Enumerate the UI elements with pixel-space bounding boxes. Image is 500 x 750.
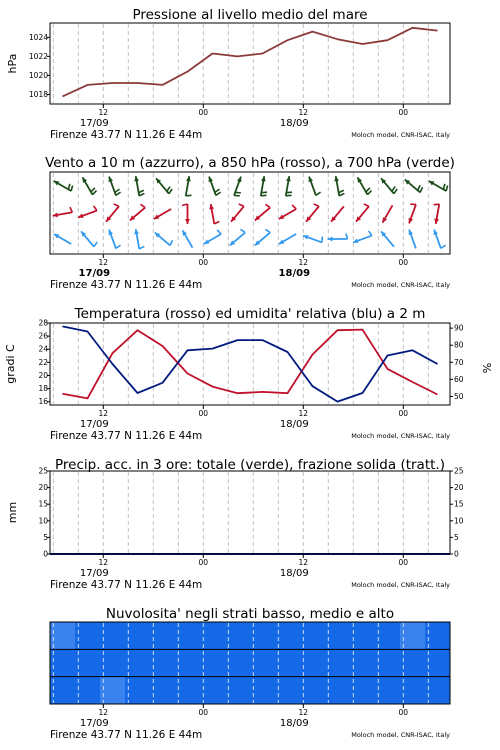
x-tick-label: 12	[298, 409, 309, 418]
wind-barb-850	[154, 209, 171, 219]
x-tick-label: 00	[398, 409, 409, 418]
wind-barb-feather	[71, 185, 72, 191]
x-tick-label: 12	[98, 558, 109, 567]
y-tick-label: 16	[38, 397, 48, 407]
y-tick-label: 50	[454, 391, 464, 401]
wind-barb-700	[286, 176, 292, 196]
wind-barb-feather	[443, 184, 444, 190]
cloud-cell	[50, 649, 76, 677]
y-tick-label: 22	[38, 357, 48, 367]
wind-barb-head	[353, 238, 358, 242]
cloud-cell	[225, 622, 251, 650]
x-tick-label: 12	[298, 558, 309, 567]
cloud-cell	[375, 649, 401, 677]
wind-barb-feather	[368, 191, 372, 195]
wind-barb-feather	[392, 187, 395, 192]
wind-barb-feather	[339, 193, 344, 195]
y-tick-label: 18	[38, 384, 48, 394]
wind-barb-head	[209, 177, 213, 182]
x-tick-label: 12	[98, 108, 109, 117]
cloud-cell	[400, 649, 426, 677]
cloud-cell	[50, 677, 76, 705]
cloud-cell	[350, 622, 376, 650]
wind-barb-700	[109, 177, 121, 196]
wind-barb-feather	[94, 242, 97, 247]
wind-barb-700	[186, 176, 192, 196]
wind-barb-feather	[140, 204, 145, 207]
wind-barb-850	[255, 204, 270, 220]
y-tick-label: 20	[454, 483, 464, 493]
y-tick-label: 20	[38, 370, 48, 380]
wind-barb-850	[356, 204, 369, 222]
model-credit: Moloch model, CNR-ISAC, Italy	[351, 731, 450, 739]
wind-barb-10m	[409, 230, 416, 249]
cloud-cell	[200, 649, 226, 677]
wind-barb-700	[261, 176, 267, 196]
model-credit: Moloch model, CNR-ISAC, Italy	[351, 581, 450, 589]
y-tick-label: 15	[454, 499, 464, 509]
date-label: 18/09	[279, 118, 309, 129]
x-tick-label: 00	[398, 558, 409, 567]
cloud-cell	[350, 649, 376, 677]
wind-barb-850	[182, 204, 190, 224]
location-label: Firenze 43.77 N 11.26 E 44m	[50, 430, 203, 442]
plot-frame	[50, 23, 450, 104]
wind-barb-10m	[303, 235, 322, 242]
humidity-y-axis-label: %	[481, 362, 494, 374]
wind-barb-feather	[68, 184, 69, 190]
date-label: 17/09	[79, 718, 109, 729]
cloud-cell	[100, 649, 126, 677]
y-tick-label: 28	[38, 318, 48, 328]
y-tick-label: 15	[38, 499, 48, 509]
location-label: Firenze 43.77 N 11.26 E 44m	[50, 729, 203, 741]
wind-barb-feather	[94, 206, 97, 211]
wind-barb-10m	[434, 230, 446, 249]
wind-barb-10m	[328, 234, 348, 242]
date-label: 18/09	[279, 718, 309, 729]
x-tick-label: 12	[298, 108, 309, 117]
precipitation-chart-title: Precip. acc. in 3 ore: totale (verde), frazione solida (tratt.)	[55, 457, 445, 473]
wind-barb-head	[109, 177, 113, 182]
wind-barb-10m	[279, 234, 296, 244]
wind-barb-700	[54, 181, 73, 191]
wind-barb-feather	[139, 193, 144, 195]
y-tick-label: 10	[454, 516, 464, 526]
cloud-cell	[175, 677, 201, 705]
wind-barb-head	[303, 235, 308, 239]
wind-barb-700	[429, 181, 448, 191]
y-tick-label: 80	[454, 340, 464, 350]
y-tick-label: 5	[43, 532, 48, 542]
wind-barb-head	[109, 230, 113, 235]
x-tick-label: 12	[98, 409, 109, 418]
wind-barb-feather	[316, 192, 321, 195]
cloud-cell	[275, 677, 301, 705]
cloud-cell	[75, 677, 101, 705]
x-tick-label: 00	[198, 409, 209, 418]
wind-barb-850	[306, 204, 319, 222]
wind-barb-700	[83, 177, 97, 194]
pressure-series-line	[63, 28, 438, 97]
cloud-cell	[325, 677, 351, 705]
wind-barb-feather	[369, 231, 372, 236]
wind-barb-feather	[239, 204, 244, 206]
cloud-cell	[250, 622, 276, 650]
wind-barb-feather	[169, 189, 172, 194]
x-tick-label: 00	[398, 708, 409, 717]
wind-barb-feather	[366, 188, 370, 192]
temperature-chart-title: Temperatura (rosso) ed umidita' relativa (blu) a 2 m	[74, 306, 426, 322]
cloud-cell	[100, 622, 126, 650]
temperature-y-axis-label: gradi C	[4, 344, 17, 384]
model-credit: Moloch model, CNR-ISAC, Italy	[351, 131, 450, 139]
cloud-cell	[425, 677, 451, 705]
x-tick-label: 12	[98, 258, 109, 267]
cloud-cell	[200, 622, 226, 650]
wind-barb-feather	[314, 204, 319, 206]
wind-barb-10m	[54, 234, 71, 244]
wind-barb-head	[309, 177, 313, 182]
location-label: Firenze 43.77 N 11.26 E 44m	[50, 279, 203, 291]
cloud-cell	[125, 649, 151, 677]
wind-barb-feather	[286, 192, 292, 193]
wind-barb-850	[279, 205, 296, 219]
pressure-panel	[6, 7, 450, 141]
wind-barb-850	[231, 204, 244, 222]
wind-barb-feather	[441, 245, 446, 248]
wind-barb-10m	[109, 230, 121, 249]
x-tick-label: 00	[198, 708, 209, 717]
wind-barb-head	[237, 177, 241, 182]
cloud-cell	[150, 677, 176, 705]
wind-barb-feather	[217, 230, 221, 234]
wind-barb-feather	[418, 185, 420, 190]
location-label: Firenze 43.77 N 11.26 E 44m	[50, 579, 203, 591]
wind-barb-feather	[261, 195, 267, 196]
cloud-chart-title: Nuvolosita' negli strati basso, medio e alto	[105, 606, 395, 622]
wind-barb-10m	[183, 230, 193, 247]
wind-barb-700	[156, 178, 172, 193]
cloud-cell	[125, 677, 151, 705]
date-label: 18/09	[279, 568, 309, 579]
wind-barb-feather	[93, 191, 97, 195]
y-tick-label: 0	[454, 549, 459, 559]
wind-barb-head	[185, 219, 190, 224]
humidity-series-line	[63, 326, 438, 401]
wind-barb-feather	[139, 246, 144, 248]
cloud-cell	[325, 622, 351, 650]
wind-barb-head	[434, 230, 438, 235]
wind-barb-850	[78, 206, 97, 218]
wind-barb-feather	[216, 192, 221, 195]
wind-barb-700	[381, 178, 397, 193]
cloud-cell	[300, 622, 326, 650]
y-tick-label: 25	[38, 466, 48, 476]
wind-barb-850	[209, 204, 219, 224]
wind-barb-700	[309, 177, 321, 196]
wind-barb-feather	[240, 229, 245, 232]
wind-barb-feather	[186, 195, 192, 196]
x-tick-label: 00	[398, 108, 409, 117]
y-tick-label: 25	[454, 466, 464, 476]
wind-barb-850	[331, 206, 344, 221]
wind-barb-700	[234, 177, 241, 196]
wind-barb-feather	[215, 189, 220, 192]
wind-barb-feather	[420, 187, 422, 192]
date-label: 17/09	[79, 419, 109, 430]
precipitation-y-axis-label: mm	[6, 501, 19, 524]
y-tick-label: 10	[38, 516, 48, 526]
cloud-cell	[375, 622, 401, 650]
wind-barb-850	[434, 204, 440, 224]
model-credit: Moloch model, CNR-ISAC, Italy	[351, 281, 450, 289]
date-label: 18/09	[278, 268, 311, 279]
y-tick-label: 0	[43, 549, 48, 559]
cloud-cell	[175, 622, 201, 650]
cloud-cell	[425, 649, 451, 677]
wind-barb-feather	[114, 204, 119, 206]
wind-barb-feather	[170, 240, 172, 245]
cloud-cell	[200, 677, 226, 705]
y-tick-label: 26	[38, 331, 48, 341]
y-tick-label: 1018	[28, 89, 48, 99]
x-tick-label: 00	[398, 258, 409, 267]
wind-chart-title: Vento a 10 m (azzurro), a 850 hPa (rosso), a 700 hPa (verde)	[45, 155, 455, 171]
wind-barb-10m	[353, 231, 372, 243]
wind-barb-700	[209, 177, 221, 196]
date-label: 17/09	[78, 268, 111, 279]
y-tick-label: 90	[454, 323, 464, 333]
cloud-cell	[225, 649, 251, 677]
x-tick-label: 12	[298, 258, 309, 267]
wind-barb-feather	[115, 189, 120, 192]
y-tick-label: 70	[454, 357, 464, 367]
wind-barb-850	[106, 204, 119, 222]
y-tick-label: 20	[38, 483, 48, 493]
wind-barb-feather	[394, 189, 397, 194]
wind-barb-feather	[70, 207, 72, 212]
wind-barb-head	[409, 218, 413, 223]
wind-barb-10m	[81, 231, 97, 246]
wind-barb-feather	[214, 221, 219, 223]
wind-barb-feather	[339, 190, 344, 192]
date-label: 18/09	[279, 419, 309, 430]
cloud-cell	[275, 622, 301, 650]
wind-barb-feather	[292, 205, 296, 209]
wind-barb-850	[383, 205, 393, 222]
cloud-cell	[325, 649, 351, 677]
cloud-cell	[50, 622, 76, 650]
cloud-cell	[175, 649, 201, 677]
cloud-cell	[225, 677, 251, 705]
y-tick-label: 1022	[28, 51, 48, 61]
y-tick-label: 1020	[28, 70, 48, 80]
model-credit: Moloch model, CNR-ISAC, Italy	[351, 432, 450, 440]
wind-barb-feather	[446, 185, 447, 191]
cloud-cell	[250, 677, 276, 705]
cloud-cell	[250, 649, 276, 677]
temperature-humidity-panel	[4, 306, 494, 442]
cloud-cell	[125, 622, 151, 650]
wind-barb-10m	[155, 233, 173, 246]
wind-barb-10m	[134, 229, 144, 249]
cloud-cover-panel	[50, 606, 451, 741]
cloud-cell	[350, 677, 376, 705]
pressure-y-axis-label: hPa	[6, 53, 19, 74]
wind-barb-feather	[286, 195, 292, 196]
wind-barb-700	[134, 176, 144, 196]
wind-barb-feather	[116, 245, 121, 248]
y-tick-label: 60	[454, 374, 464, 384]
wind-barb-850	[130, 204, 145, 220]
wind-barb-feather	[265, 229, 270, 232]
cloud-cell	[425, 622, 451, 650]
x-tick-label: 12	[98, 708, 109, 717]
wind-barb-feather	[139, 190, 144, 192]
date-label: 17/09	[79, 568, 109, 579]
cloud-cell	[75, 649, 101, 677]
wind-barb-feather	[261, 192, 267, 193]
wind-barb-850	[53, 207, 73, 217]
cloud-cell	[375, 677, 401, 705]
wind-barb-feather	[434, 204, 440, 205]
y-tick-label: 5	[454, 532, 459, 542]
plot-frame	[50, 471, 450, 554]
wind-barb-feather	[364, 204, 369, 206]
wind-barb-850	[409, 204, 416, 223]
wind-barb-feather	[91, 188, 95, 192]
y-tick-label: 1024	[28, 32, 48, 42]
cloud-cell	[275, 649, 301, 677]
cloud-cell	[150, 622, 176, 650]
wind-barb-head	[78, 213, 83, 217]
y-tick-label: 24	[38, 344, 48, 354]
wind-barb-feather	[265, 204, 270, 207]
wind-barb-feather	[116, 192, 121, 195]
wind-barb-700	[358, 177, 372, 194]
cloud-cell	[400, 622, 426, 650]
location-label: Firenze 43.77 N 11.26 E 44m	[50, 129, 203, 141]
x-tick-label: 00	[198, 558, 209, 567]
x-tick-label: 00	[198, 108, 209, 117]
wind-barb-head	[409, 230, 413, 235]
wind-barb-700	[405, 180, 423, 193]
cloud-cell	[75, 622, 101, 650]
wind-barb-10m	[381, 231, 394, 246]
cloud-cell	[300, 677, 326, 705]
wind-barb-10m	[230, 229, 245, 245]
cloud-cell	[150, 649, 176, 677]
precipitation-panel	[6, 457, 464, 591]
cloud-cell	[100, 677, 126, 705]
wind-barb-feather	[167, 187, 170, 192]
x-tick-label: 12	[298, 708, 309, 717]
date-label: 17/09	[79, 118, 109, 129]
cloud-cell	[300, 649, 326, 677]
wind-barb-700	[334, 176, 344, 196]
wind-barb-10m	[255, 229, 270, 245]
x-tick-label: 00	[198, 258, 209, 267]
wind-barb-10m	[204, 230, 221, 244]
pressure-chart-title: Pressione al livello medio del mare	[132, 7, 368, 23]
wind-panel	[45, 155, 455, 291]
cloud-cell	[400, 677, 426, 705]
